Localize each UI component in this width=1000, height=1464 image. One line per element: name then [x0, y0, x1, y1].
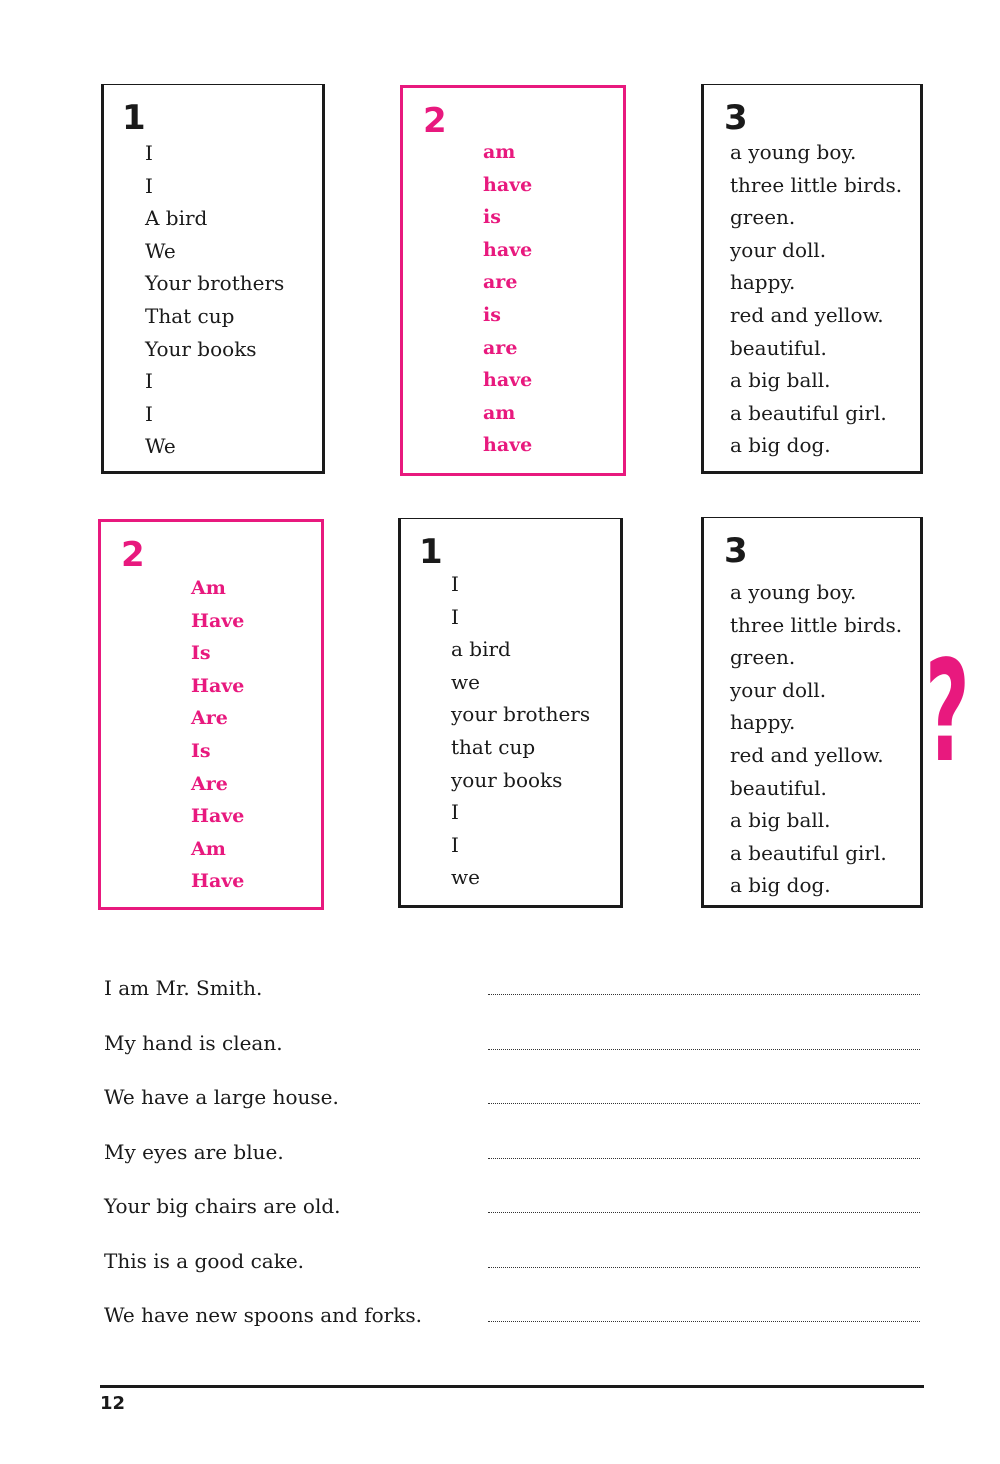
bottom-verbs-box	[98, 519, 324, 910]
word-item: Am	[191, 577, 226, 599]
word-list	[145, 137, 284, 463]
exercise-sentence: We have a large house.	[104, 1085, 339, 1109]
word-item: that cup	[451, 734, 536, 759]
word-list	[730, 576, 902, 902]
answer-line[interactable]	[488, 1321, 920, 1322]
word-item: I	[145, 141, 153, 165]
word-item: have	[483, 238, 533, 261]
exercise-sentence: This is a good cake.	[104, 1248, 305, 1273]
answer-line[interactable]	[488, 994, 920, 995]
word-list	[191, 572, 244, 898]
word-item: Have	[191, 674, 245, 697]
exercise-list	[104, 970, 924, 1352]
word-item: Your books	[145, 336, 257, 361]
word-item: is	[483, 206, 501, 229]
word-item: We	[145, 434, 176, 459]
word-item: a big ball.	[730, 368, 831, 393]
word-item: your brothers	[451, 702, 591, 727]
word-item: am	[483, 401, 516, 424]
word-item: I	[145, 369, 153, 394]
bottom-complements-box	[701, 517, 923, 908]
question-mark-icon: ?	[925, 631, 970, 794]
column-number: 3	[724, 98, 748, 138]
word-item: am	[483, 141, 516, 163]
word-item: A bird	[145, 206, 208, 231]
word-item: have	[483, 369, 533, 392]
word-item: a bird	[451, 637, 511, 662]
column-number: 2	[423, 101, 447, 141]
column-number: 3	[724, 531, 748, 571]
word-item: have	[483, 173, 533, 196]
word-list	[451, 568, 590, 894]
word-item: beautiful.	[730, 775, 827, 800]
exercise-row	[104, 1297, 924, 1352]
word-item: are	[483, 271, 518, 294]
word-item: happy.	[730, 270, 796, 295]
exercise-row	[104, 1243, 924, 1298]
page-number: 12	[100, 1393, 126, 1414]
exercise-sentence: We have new spoons and forks.	[104, 1303, 422, 1327]
exercise-sentence: My hand is clean.	[104, 1030, 283, 1055]
word-item: a young boy.	[730, 140, 857, 164]
word-item: green.	[730, 205, 796, 230]
word-item: is	[483, 303, 501, 326]
word-item: I	[451, 604, 459, 629]
exercise-row	[104, 1134, 924, 1189]
exercise-sentence: I am Mr. Smith.	[104, 976, 263, 1000]
word-item: a beautiful girl.	[730, 400, 887, 425]
word-item: a big dog.	[730, 433, 831, 458]
word-item: a beautiful girl.	[730, 840, 887, 865]
word-list	[730, 136, 902, 462]
exercise-row	[104, 970, 924, 1025]
footer-rule	[100, 1385, 924, 1388]
word-item: Is	[191, 642, 211, 665]
column-number: 1	[419, 532, 443, 572]
top-complements-box	[701, 84, 923, 474]
word-list	[483, 136, 532, 462]
word-item: green.	[730, 645, 796, 670]
word-item: I	[145, 401, 153, 426]
answer-line[interactable]	[488, 1103, 920, 1104]
word-item: beautiful.	[730, 335, 827, 360]
word-item: a big ball.	[730, 808, 831, 833]
answer-line[interactable]	[488, 1049, 920, 1050]
bottom-subjects-box	[398, 518, 623, 908]
word-item: we	[451, 669, 480, 694]
answer-line[interactable]	[488, 1158, 920, 1159]
word-item: I	[451, 832, 459, 857]
word-item: your books	[451, 767, 563, 792]
word-item: Your brothers	[145, 271, 285, 296]
word-item: red and yellow.	[730, 742, 884, 767]
exercise-row	[104, 1025, 924, 1080]
word-item: a big dog.	[730, 873, 831, 898]
word-item: Am	[191, 837, 226, 860]
exercise-row	[104, 1188, 924, 1243]
word-item: red and yellow.	[730, 302, 884, 327]
word-item: are	[483, 336, 518, 359]
word-item: Are	[191, 772, 228, 795]
word-item: Have	[191, 805, 245, 828]
word-item: That cup	[145, 303, 235, 328]
word-item: I	[451, 572, 459, 596]
word-item: three little birds.	[730, 612, 903, 637]
word-item: Have	[191, 609, 245, 632]
word-item: I	[145, 173, 153, 198]
word-item: we	[451, 865, 480, 890]
exercise-sentence: Your big chairs are old.	[104, 1194, 341, 1218]
column-number: 2	[121, 535, 145, 575]
exercise-row	[104, 1079, 924, 1134]
top-verbs-box	[400, 85, 626, 476]
top-subjects-box	[101, 84, 325, 474]
word-item: your doll.	[730, 237, 827, 262]
exercise-sentence: My eyes are blue.	[104, 1139, 284, 1164]
word-item: We	[145, 238, 176, 263]
word-item: Are	[191, 707, 228, 730]
answer-line[interactable]	[488, 1212, 920, 1213]
word-item: your doll.	[730, 677, 827, 702]
word-item: have	[483, 434, 533, 457]
column-number: 1	[122, 98, 146, 138]
word-item: happy.	[730, 710, 796, 735]
word-item: Have	[191, 870, 245, 893]
word-item: Is	[191, 739, 211, 762]
word-item: a young boy.	[730, 580, 857, 604]
answer-line[interactable]	[488, 1267, 920, 1268]
word-item: I	[451, 800, 459, 825]
word-item: three little birds.	[730, 172, 903, 197]
